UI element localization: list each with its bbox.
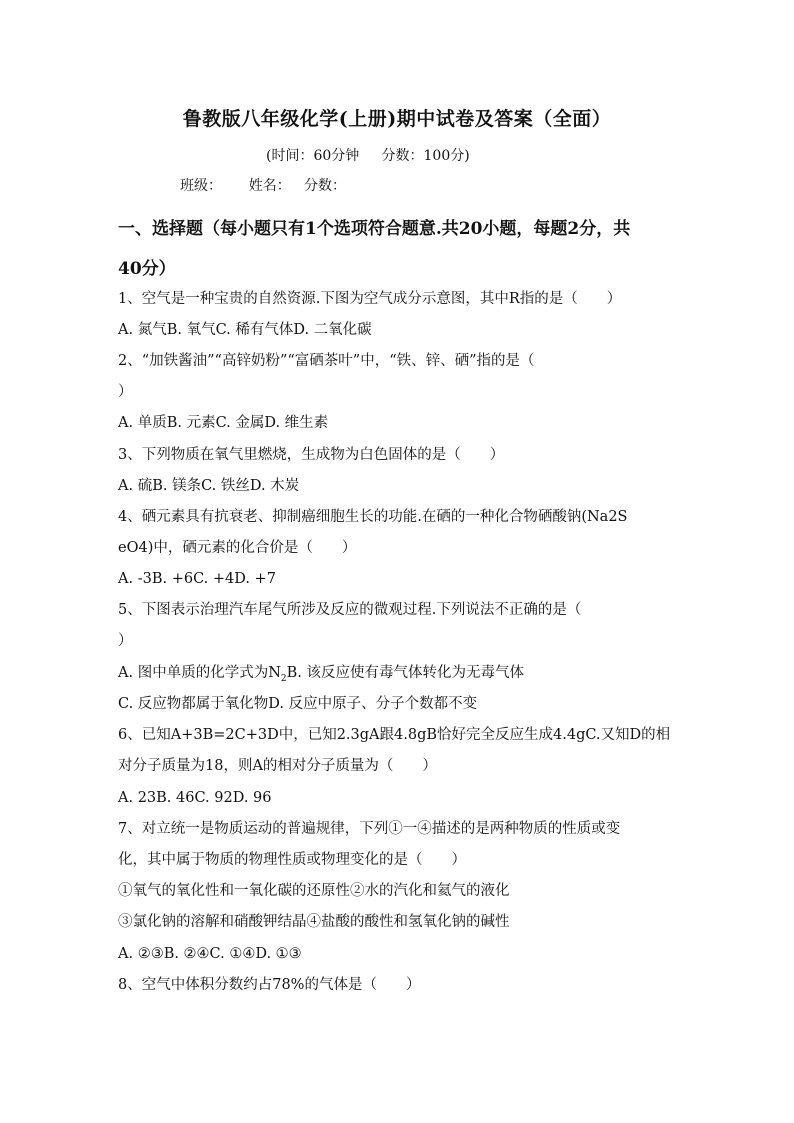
question-5-option-a: A. 图中单质的化学式为N (118, 665, 281, 681)
question-3-options: A. 硫B. 镁条C. 铁丝D. 木炭 (118, 478, 300, 494)
question-6-stem-line-2: 对分子质量为18，则A的相对分子质量为（ ） (118, 758, 437, 774)
question-7-item-1: ①氧气的氧化性和一氧化碳的还原性②水的汽化和氦气的液化 (118, 883, 510, 899)
section-heading (118, 209, 688, 289)
question-2-options: A. 单质B. 元素C. 金属D. 维生素 (118, 415, 329, 431)
question-4-options: A. -3B. +6C. +4D. +7 (118, 571, 276, 587)
question-4-stem-line-2: eO4)中，硒元素的化合价是（ ） (118, 540, 357, 556)
question-2-stem-line-1: 2、“加铁酱油”“高锌奶粉”“富硒茶叶”中，“铁、锌、硒”指的是（ (118, 353, 535, 369)
question-1-options: A. 氮气B. 氧气C. 稀有气体D. 二氧化碳 (118, 322, 372, 338)
question-5-stem-line-2: ） (118, 633, 133, 649)
question-5-option-b: B. 该反应使有毒气体转化为无毒气体 (286, 665, 524, 681)
subscript-2: 2 (280, 673, 287, 684)
exam-time-score: (时间：60分钟 分数：100分) (266, 148, 470, 164)
question-5-options-line-1 (118, 663, 688, 689)
question-5-stem-line-1: 5、下图表示治理汽车尾气所涉及反应的微观过程.下列说法不正确的是（ (118, 602, 582, 618)
question-6-options: A. 23B. 46C. 92D. 96 (118, 790, 272, 806)
question-5-options-line-2: C. 反应物都属于氧化物D. 反应中原子、分子个数都不变 (118, 696, 478, 712)
question-4-stem-line-1: 4、硒元素具有抗衰老、抑制癌细胞生长的功能.在硒的一种化合物硒酸钠(Na2S (118, 509, 628, 525)
question-6-stem-line-1: 6、已知A+3B=2C+3D中，已知2.3gA跟4.8gB恰好完全反应生成4.4gC.又知D的相 (118, 727, 671, 743)
question-7-options: A. ②③B. ②④C. ①④D. ①③ (118, 946, 302, 962)
question-1-stem: 1、空气是一种宝贵的自然资源.下图为空气成分示意图，其中R指的是（ ） (118, 291, 622, 307)
question-2-stem-line-2: ） (118, 384, 133, 400)
question-8-stem: 8、空气中体积分数约占78%的气体是（ ） (118, 977, 421, 993)
student-info-line: 班级： 姓名： 分数： (180, 178, 347, 194)
question-7-stem-line-1: 7、对立统一是物质运动的普遍规律，下列①一④描述的是两种物质的性质或变 (118, 821, 621, 837)
question-7-stem-line-2: 化，其中属于物质的物理性质或物理变化的是（ ） (118, 852, 466, 868)
question-7-item-2: ③氯化钠的溶解和硝酸钾结晶④盐酸的酸性和氢氧化钠的碱性 (118, 914, 510, 930)
document-title: 鲁教版八年级化学(上册)期中试卷及答案（全面） (182, 108, 612, 130)
section-heading-line-2: 40分） (118, 259, 176, 279)
section-heading-line-1: 一、选择题（每小题只有1个选项符合题意.共20小题，每题2分，共 (118, 219, 631, 239)
question-3-stem: 3、下列物质在氧气里燃烧，生成物为白色固体的是（ ） (118, 447, 505, 463)
